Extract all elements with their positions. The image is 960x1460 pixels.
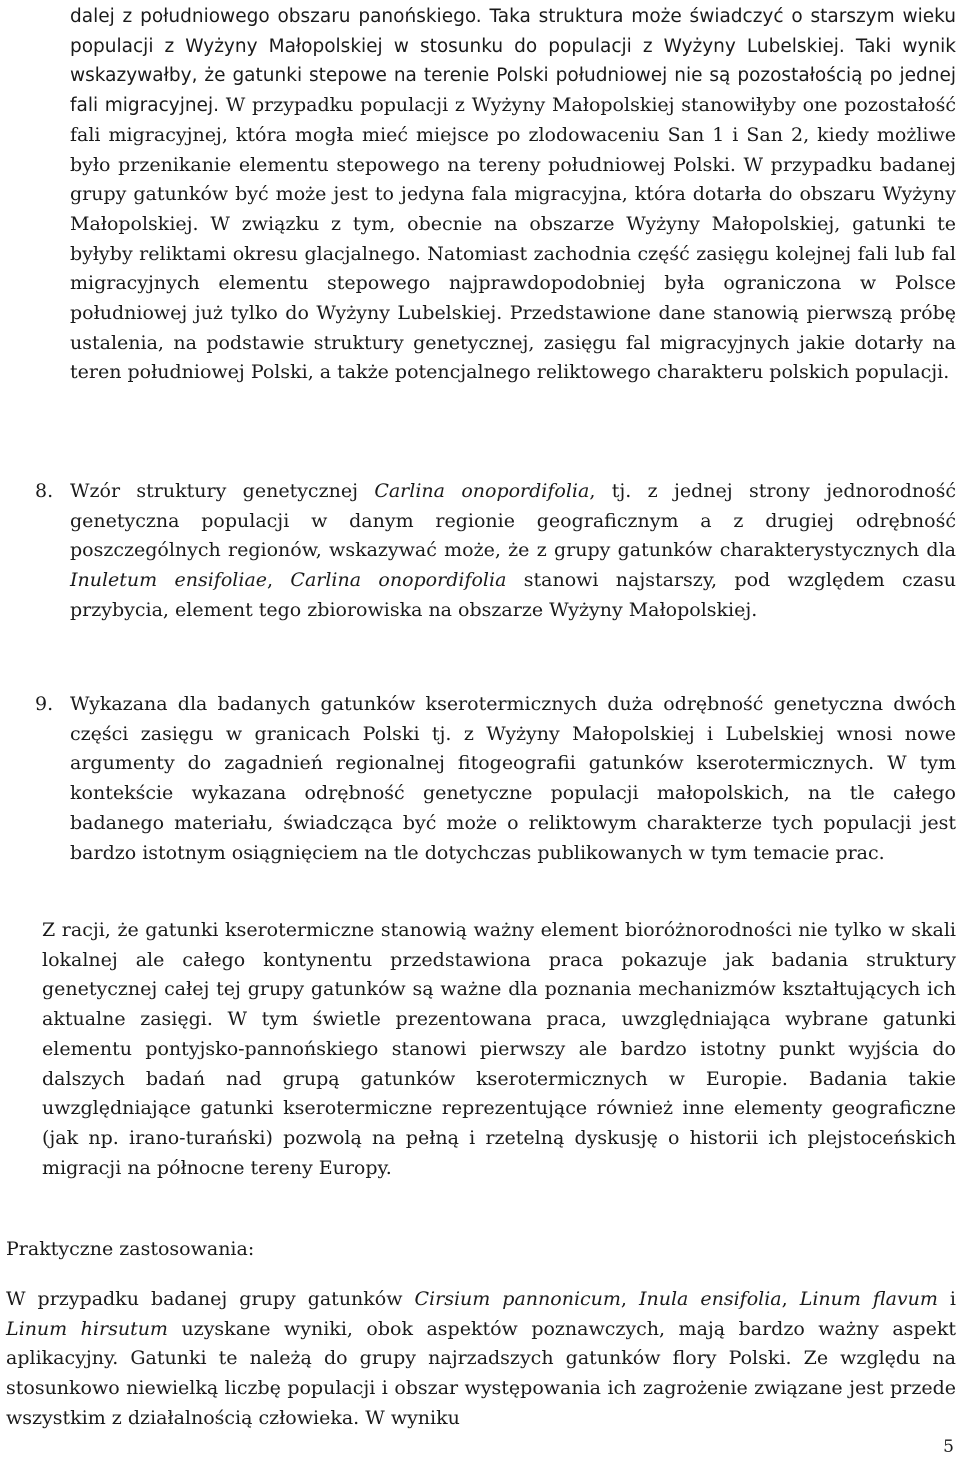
species-name-linum-hirsutum: Linum hirsutum [6, 1317, 168, 1340]
summary-paragraph: Z racji, że gatunki kserotermiczne stanowią ważny element bioróżnorodności nie tylko w skali lokalnej ale całego kontynentu przedstawiona praca pokazuje jak badania struktury genetycznej całej tej grupy gatunków są ważne dla poznania mechanizmów kształtujących ich aktualne zasięgi. W tym świetle prezentowana praca, uwzględniająca wybrane gatunki elementu pontyjsko-pannońskiego stanowi pierwszy ale bardzo istotny punkt wyjścia do dalszych badań nad grupą gatunków kserotermicznych w Europie. Badania takie uwzględniające gatunki kserotermiczne reprezentujące również inne elementy geograficzne (jak np. irano-turański) pozwolą na pełną i rzetelną dyskusję o historii ich plejstoceńskich migracji na północne tereny Europy. [42, 919, 956, 1179]
list-item-9: Wykazana dla badanych gatunków kserotermicznych duża odrębność genetyczna dwóch części zasięgu w granicach Polski tj. z Wyżyny Małopolskiej i Lubelskiej wnosi nowe argumenty do zagadnień regionalnej fitogeografii gatunków kserotermicznych. W tym kontekście wykazana odrębność genetyczne populacji małopolskich, na tle całego badanego materiału, świadcząca być może o reliktowym charakterze tych populacji jest bardzo istotnym osiągnięciem na tle dotychczas publikowanych w tym temacie prac. [70, 693, 956, 864]
sentence-sans-1: dalej z południowego obszaru panońskiego. Taka struktura może świadczyć o starszym wieku populacji z Wyżyny Małopolskiej w stosunku do populacji z Wyżyny Lubelskiej. Taki wynik wskazywałby, że gatunki stepowe na terenie Polski południowej nie są pozostałością po jednej fali migracyjnej. [70, 6, 956, 117]
applications-text-3: , [781, 1288, 800, 1310]
list-item-8-text-2: , tj. z jednej strony jednorodność genetyczna populacji w danym regionie geograficznym a z drugiej odrębność poszczególnych regionów, wskazywać może, że z grupy gatunków charakterystycznych dla [70, 480, 956, 562]
paragraph-continuation [70, 2, 956, 388]
applications-text-2: , [620, 1288, 639, 1310]
sentence-4: W związku z tym, obecnie na obszarze Wyżyny Małopolskiej, gatunki te byłyby reliktami okresu glacjalnego. [70, 212, 956, 265]
species-name-cirsium: Cirsium pannonicum [414, 1288, 621, 1310]
species-name-carlina-2: Carlina onopordifolia [290, 569, 507, 592]
list-number-9: 9. [35, 693, 54, 715]
sentence-2: W przypadku populacji z Wyżyny Małopolskiej stanowiłyby one pozostałość fali migracyjnej, która mogła mieć miejsce po zlodowaceniu San 1 i San 2, kiedy możliwe było przenikanie elementu stepowego na tereny południowej Polski. [70, 94, 957, 176]
sentence-3: W przypadku badanej grupy gatunków być może jest to jedyna fala migracyjna, która dotarła do obszaru Wyżyny Małopolskiej. [70, 153, 956, 235]
list-item-8 [70, 477, 956, 626]
list-item-8-text-3: , [267, 569, 291, 592]
sentence-5: Natomiast zachodnia część zasięgu kolejnej fali lub fal migracyjnych elementu stepowego najprawdopodobniej była ograniczona w Polsce południowej już tylko do Wyżyny Lubelskiej. Przedstawione dane stanowią pierwszą próbę ustalenia, na podstawie struktury genetycznej, zasięgu fal migracyjnych jakie dotarły na teren południowej Polski, a także potencjalnego reliktowego charakteru polskich populacji. [70, 242, 956, 384]
community-name-inuletum: Inuletum ensifoliae [70, 569, 268, 592]
applications-paragraph [6, 1285, 956, 1434]
species-name-carlina: Carlina onopordifolia [374, 480, 590, 502]
page-number: 5 [943, 1437, 954, 1457]
list-number-8: 8. [35, 480, 54, 502]
applications-text-1: W przypadku badanej grupy gatunków [6, 1288, 415, 1310]
applications-text-5: uzyskane wyniki, obok aspektów poznawczych, mają bardzo ważny aspekt aplikacyjny. Gatunki te należą do grupy najrzadszych gatunków flory Polski. Ze względu na stosunkowo niewielką liczbę populacji i obszar występowania ich zagrożenie związane jest przede wszystkim z działalnością człowieka. W wyniku [6, 1317, 956, 1429]
species-name-linum-flavum: Linum flavum [799, 1288, 938, 1310]
list-item-8-text-1: Wzór struktury genetycznej [70, 480, 375, 502]
applications-text-4: i [937, 1288, 956, 1310]
species-name-inula: Inula ensifolia [638, 1288, 782, 1310]
section-heading: Praktyczne zastosowania: [6, 1238, 255, 1260]
list-item-8-text-4: stanowi najstarszy, pod względem czasu przybycia, element tego zbiorowiska na obszarze Wyżyny Małopolskiej. [70, 569, 956, 621]
